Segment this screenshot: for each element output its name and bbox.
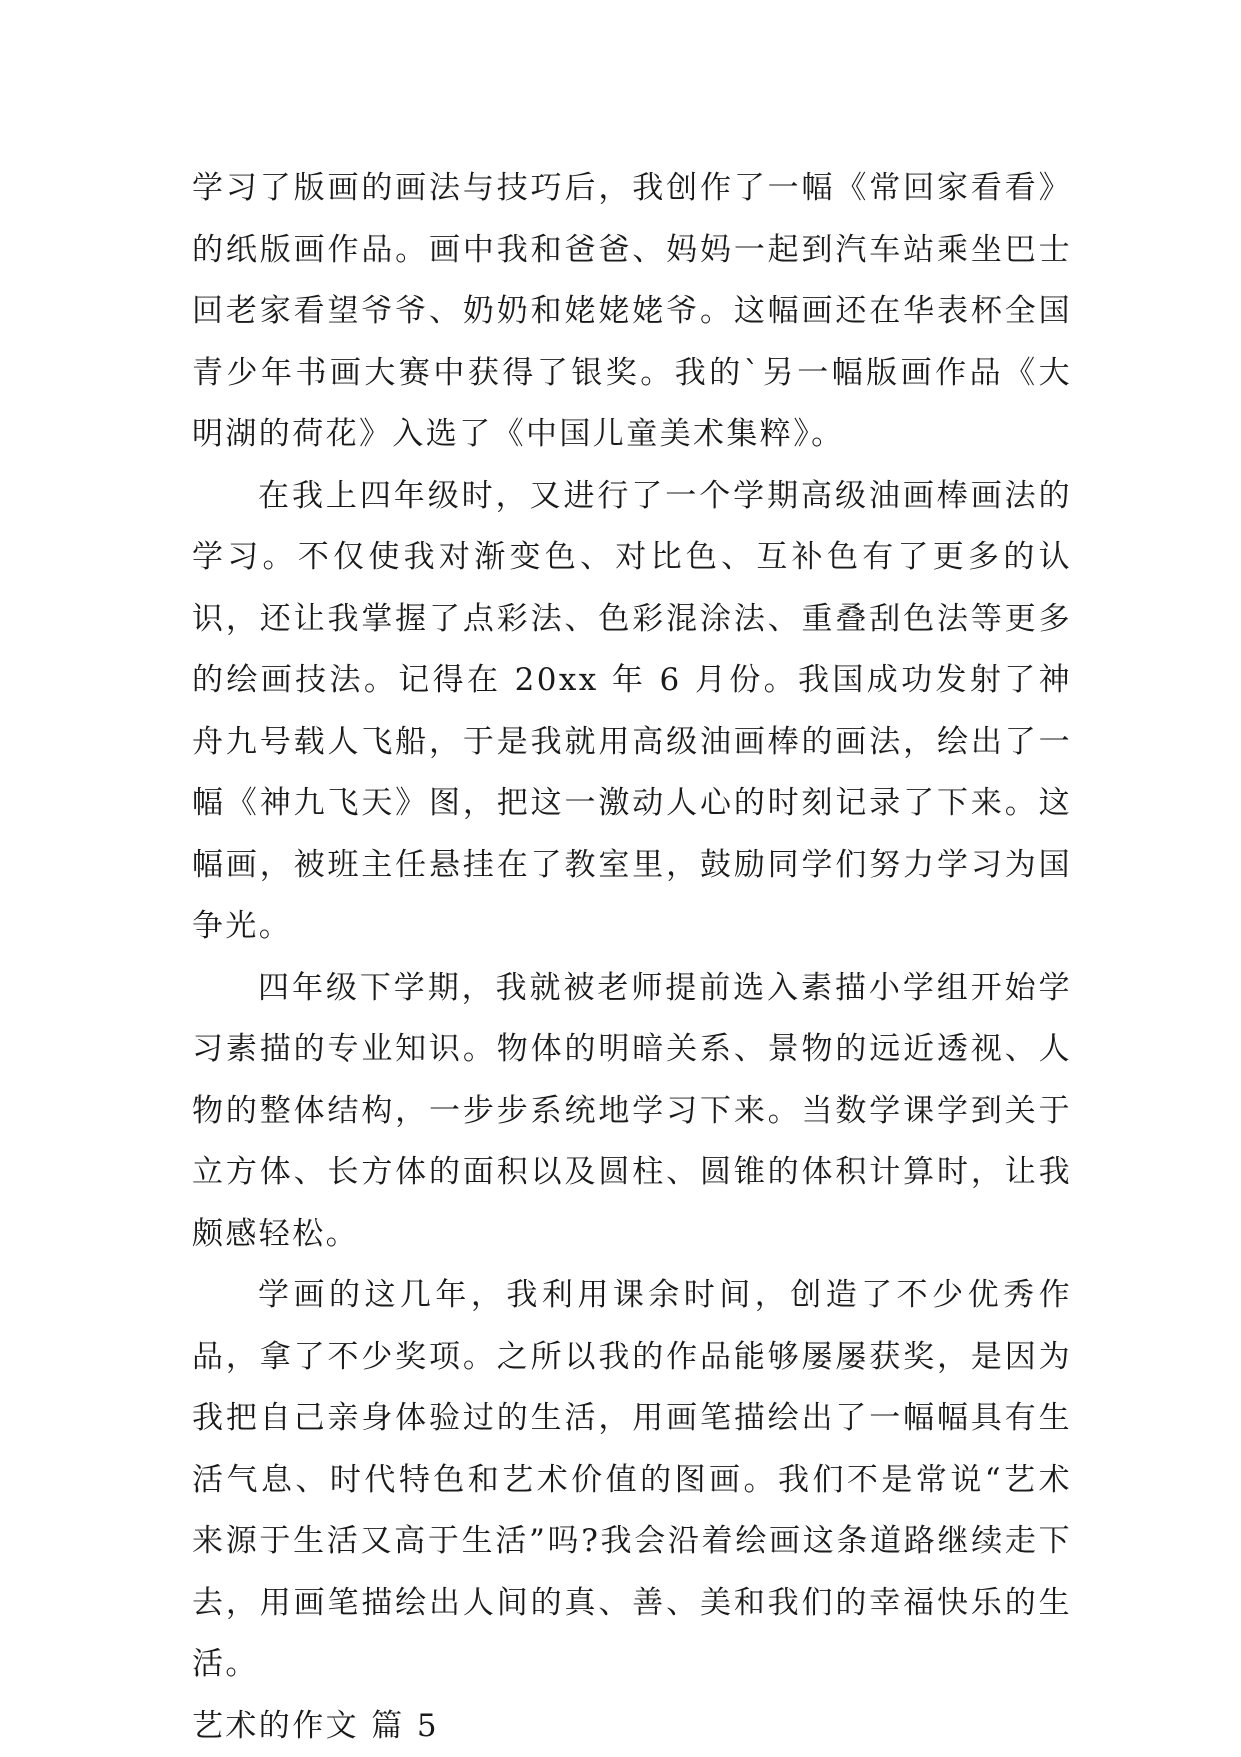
document-body xyxy=(192,158,1072,1757)
paragraph-1: 学习了版画的画法与技巧后，我创作了一幅《常回家看看》的纸版画作品。画中我和爸爸、妈妈一起到汽车站乘坐巴士回老家看望爷爷、奶奶和姥姥姥爷。这幅画还在华表杯全国青少年书画大赛中获得了银奖。我的`另一幅版画作品《大明湖的荷花》入选了《中国儿童美术集粹》。 xyxy=(192,158,1072,466)
section-heading: 艺术的作文 篇 5 xyxy=(192,1696,1072,1757)
paragraph-2: 在我上四年级时，又进行了一个学期高级油画棒画法的学习。不仅使我对渐变色、对比色、互补色有了更多的认识，还让我掌握了点彩法、色彩混涂法、重叠刮色法等更多的绘画技法。记得在 20xx 年 6 月份。我国成功发射了神舟九号载人飞船，于是我就用高级油画棒的画法，绘出了一幅《神九飞天》图，把这一激动人心的时刻记录了下来。这幅画，被班主任悬挂在了教室里，鼓励同学们努力学习为国争光。 xyxy=(192,466,1072,958)
paragraph-3: 四年级下学期，我就被老师提前选入素描小学组开始学习素描的专业知识。物体的明暗关系、景物的远近透视、人物的整体结构，一步步系统地学习下来。当数学课学到关于立方体、长方体的面积以及圆柱、圆锥的体积计算时，让我颇感轻松。 xyxy=(192,958,1072,1266)
paragraph-4: 学画的这几年，我利用课余时间，创造了不少优秀作品，拿了不少奖项。之所以我的作品能够屡屡获奖，是因为我把自己亲身体验过的生活，用画笔描绘出了一幅幅具有生活气息、时代特色和艺术价值的图画。我们不是常说“艺术来源于生活又高于生活”吗?我会沿着绘画这条道路继续走下去，用画笔描绘出人间的真、善、美和我们的幸福快乐的生活。 xyxy=(192,1265,1072,1696)
